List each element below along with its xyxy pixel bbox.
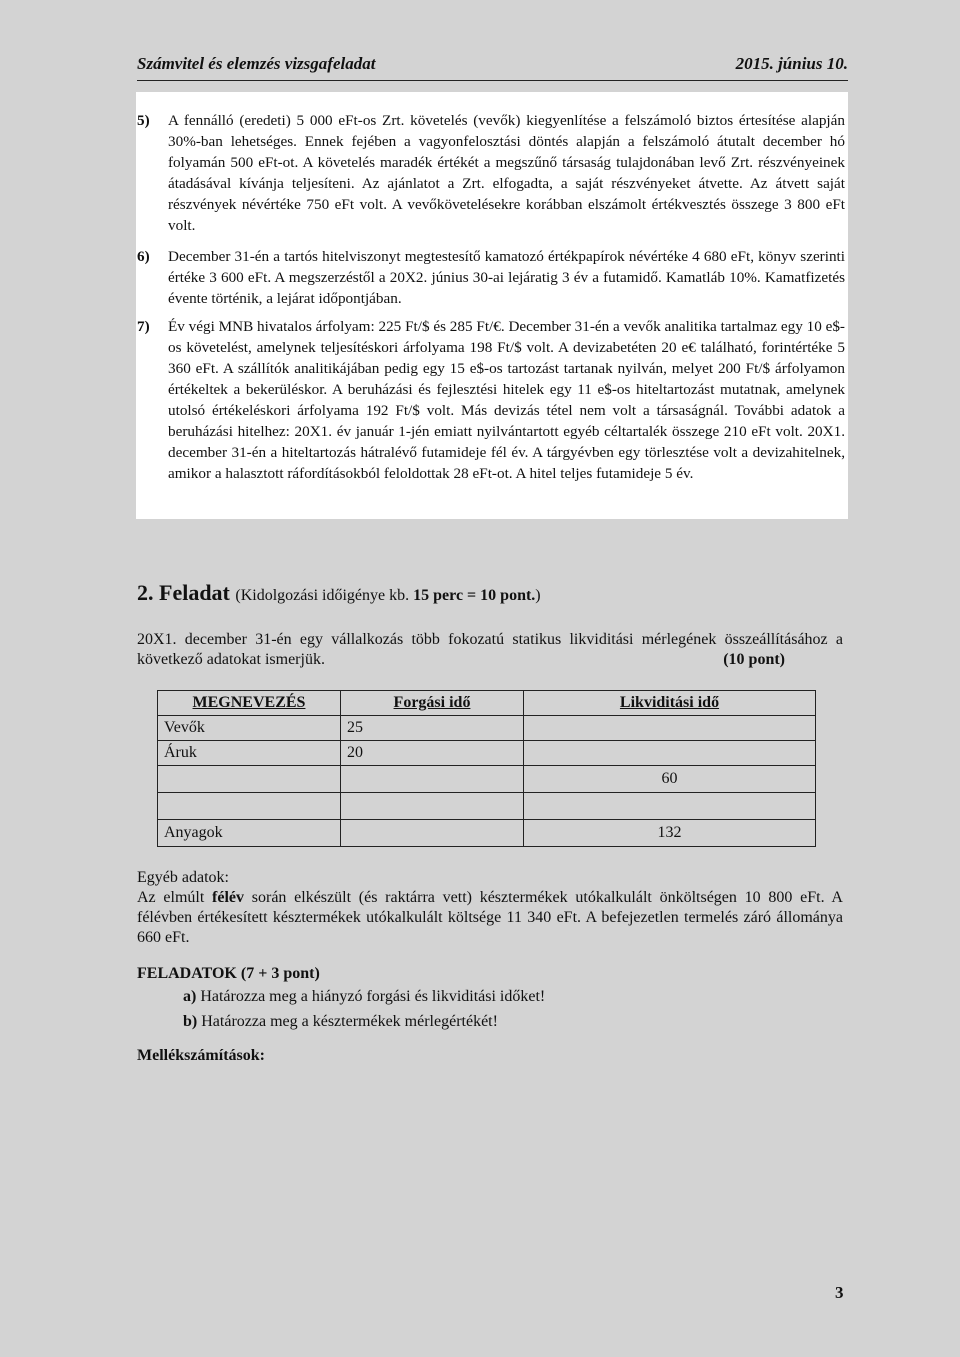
task2-timing: (Kidolgozási időigénye kb. 15 perc = 10 pont.)	[235, 587, 541, 604]
task2-heading	[137, 580, 541, 606]
other-data-text: Az elmúlt félév során elkészült (és raktárra vett) késztermékek utókalkulált önköltségen 10 800 eFt. A félévben értékesített késztermékek utókalkulált költsége 11 340 eFt. A befejezetlen termelés záró állománya 660 eFt.	[137, 889, 843, 946]
header-title: Számvitel és elemzés vizsgafeladat	[137, 54, 376, 73]
col-header-liquidity: Likviditási idő	[524, 691, 816, 716]
side-calculations-label: Mellékszámítások:	[137, 1047, 265, 1064]
table-row	[158, 793, 816, 820]
cell-liquidity: 132	[524, 820, 816, 847]
cell-name: Anyagok	[158, 820, 341, 847]
page-header	[137, 54, 848, 74]
item-6	[137, 246, 845, 309]
header-rule	[137, 80, 848, 81]
cell-liquidity	[524, 793, 816, 820]
item-number: 6)	[137, 248, 150, 265]
tasks-title: FELADATOK (7 + 3 pont)	[137, 965, 320, 982]
cell-name	[158, 793, 341, 820]
cell-liquidity: 60	[524, 766, 816, 793]
page-number: 3	[835, 1283, 844, 1302]
cell-turnover: 25	[341, 716, 524, 741]
col-header-turnover: Forgási idő	[341, 691, 524, 716]
table-row	[158, 766, 816, 793]
task-a: a) Határozza meg a hiányzó forgási és likviditási időket!	[183, 988, 546, 1005]
cell-name: Vevők	[158, 716, 341, 741]
cell-turnover: 20	[341, 741, 524, 766]
item-7	[137, 316, 845, 484]
table-header-row	[158, 691, 816, 716]
item-number: 5)	[137, 112, 150, 129]
table-row	[158, 741, 816, 766]
cell-name	[158, 766, 341, 793]
item-text: December 31-én a tartós hitelviszonyt megtestesítő kamatozó értékpapírok névértéke 4 680 eFt, könyv szerinti értéke 3 600 eFt. A megszerzéstől a 20X2. június 30-ai lejáratig 3 év a futamidő. Kamatláb 10%. Kamatfizetés évente történik, a lejárat időpontjában.	[168, 248, 845, 307]
cell-name: Áruk	[158, 741, 341, 766]
liquidity-table	[157, 690, 816, 847]
cell-liquidity	[524, 741, 816, 766]
item-text: A fennálló (eredeti) 5 000 eFt-os Zrt. követelés (vevők) kiegyenlítése a felszámoló biztos értesítése alapján 30%-ban lehetséges. Ennek fejében a vagyonfelosztási döntés alapján a felszámoló átutalt december hó folyamán 500 eFt-ot. A követelés maradék értékét a megszűnő társaság tulajdonában levő Zrt. részvényeinek átadásával kívánja teljesíteni. Az ajánlatot a Zrt. elfogadta, a saját részvényeket átvette. Az átvett saját részvények névértéke 750 eFt volt. A vevőkövetelésekre korábban elszámolt értékvesztés összege 3 800 eFt volt.	[168, 112, 845, 234]
other-data-label: Egyéb adatok:	[137, 869, 229, 886]
col-header-name: MEGNEVEZÉS	[158, 691, 341, 716]
task2-points: (10 pont)	[723, 651, 785, 668]
item-text: Év végi MNB hivatalos árfolyam: 225 Ft/$ és 285 Ft/€. December 31-én a vevők analitika tartalmaz egy 10 e$-os követelést, amelynek teljesítéskori árfolyama 198 Ft/$ volt. A devizabetéten 20 e€ található, forintértéke 5 360 eFt. A szállítók analitikájában pedig egy 15 e$-os tartozást tartanak nyilván, melyet 200 Ft/$ árfolyamon értékeltek a bekerüléskor. A beruházási és fejlesztési hitelek egy 11 e$-os hiteltartozást mutatnak, amelynek utolsó értékeléskori árfolyama 192 Ft/$ volt. Más devizás tétel nem volt a társaságnál. További adatok a beruházási hitelhez: 20X1. év január 1-jén emiatt nyilvántartott egyéb céltartalék összege 210 eFt volt. 20X1. december 31-én a hiteltartozás hátralévő futamideje fél év. A tárgyévben egy törlesztése volt a devizahitelnek, amikor a halasztott ráfordításokból feloldottak 28 eFt-ot. A hitel teljes futamideje 5 év.	[168, 318, 845, 482]
table-row	[158, 820, 816, 847]
cell-turnover	[341, 820, 524, 847]
cell-turnover	[341, 766, 524, 793]
table-row	[158, 716, 816, 741]
other-data	[137, 868, 843, 948]
task-b: b) Határozza meg a késztermékek mérlegértékét!	[183, 1013, 498, 1030]
header-date: 2015. június 10.	[735, 54, 848, 73]
task2-intro: 20X1. december 31-én egy vállalkozás több fokozatú statikus likviditási mérlegének összeállításához a következő adatokat ismerjük. (10 pont)	[137, 631, 843, 668]
task2-title: 2. Feladat	[137, 580, 230, 605]
cell-liquidity	[524, 716, 816, 741]
item-5	[137, 110, 845, 236]
item-number: 7)	[137, 318, 150, 335]
cell-turnover	[341, 793, 524, 820]
